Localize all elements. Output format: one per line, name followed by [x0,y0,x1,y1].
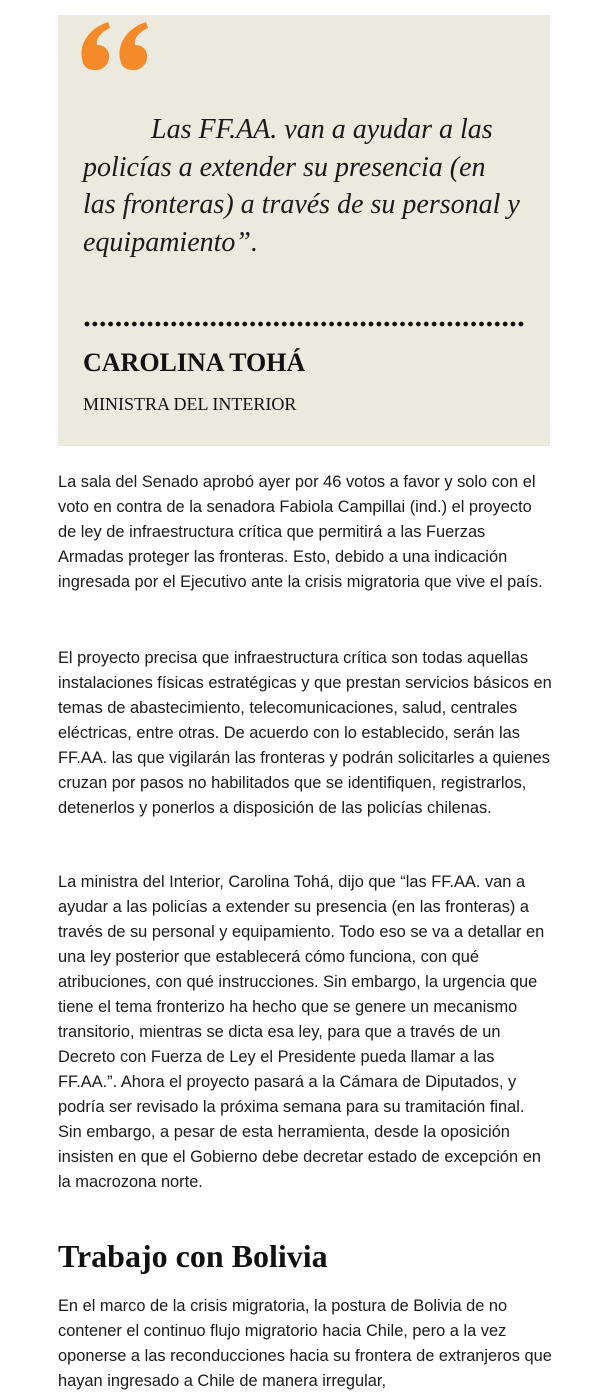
pull-quote [58,15,550,446]
article-paragraph: La sala del Senado aprobó ayer por 46 votos a favor y solo con el voto en contra de la senadora Fabiola Campillai (ind.) el proyecto de ley de infraestructura crítica que permitirá a las Fuerzas Armadas proteger las fronteras. Esto, debido a una indicación ingresada por el Ejecutivo ante la crisis migratoria que vive el país. [58,473,543,591]
quote-text: Las FF.AA. van a ayudar a las policías a extender su presencia (en las fronteras) a través de su personal y equipamiento”. [83,114,520,258]
section-heading: Trabajo con Bolivia [58,1238,328,1274]
article-paragraph: El proyecto precisa que infraestructura crítica son todas aquellas instalaciones físicas estratégicas y que prestan servicios básicos en temas de abastecimiento, telecomunicaciones, salud, centrales eléctricas, entre otras. De acuerdo con lo establecido, serán las FF.AA. las que vigilarán las fronteras y podrán solicitarles a quienes cruzan por pasos no habilitados que se identifiquen, registrarlos, detenerlos y ponerlos a disposición de las policías chilenas. [58,649,552,817]
dotted-divider [83,320,526,328]
quote-mark-icon [78,21,150,73]
article-paragraph: En el marco de la crisis migratoria, la postura de Bolivia de no contener el continuo flujo migratorio hacia Chile, pero a la vez oponerse a las reconducciones hacia su frontera de extranjeros que hayan ingresado a Chile de manera irregular, [58,1297,552,1390]
quote-author-role: MINISTRA DEL INTERIOR [83,394,297,414]
quote-author-name: CAROLINA TOHÁ [83,348,306,377]
article-paragraph: La ministra del Interior, Carolina Tohá, dijo que “las FF.AA. van a ayudar a las policías a extender su presencia (en las fronteras) a través de su personal y equipamiento. Todo eso se va a detallar en una ley posterior que establecerá cómo funciona, con qué atribuciones, con qué instrucciones. Sin embargo, la urgencia que tiene el tema fronterizo ha hecho que se genere un mecanismo transitorio, mientras se dicta esa ley, para que a través de un Decreto con Fuerza de Ley el Presidente pueda llamar a las FF.AA.”. Ahora el proyecto pasará a la Cámara de Diputados, y podría ser revisado la próxima semana para su tramitación final. Sin embargo, a pesar de esta herramienta, desde la oposición insisten en que el Gobierno debe decretar estado de excepción en la macrozona norte. [58,873,545,1191]
